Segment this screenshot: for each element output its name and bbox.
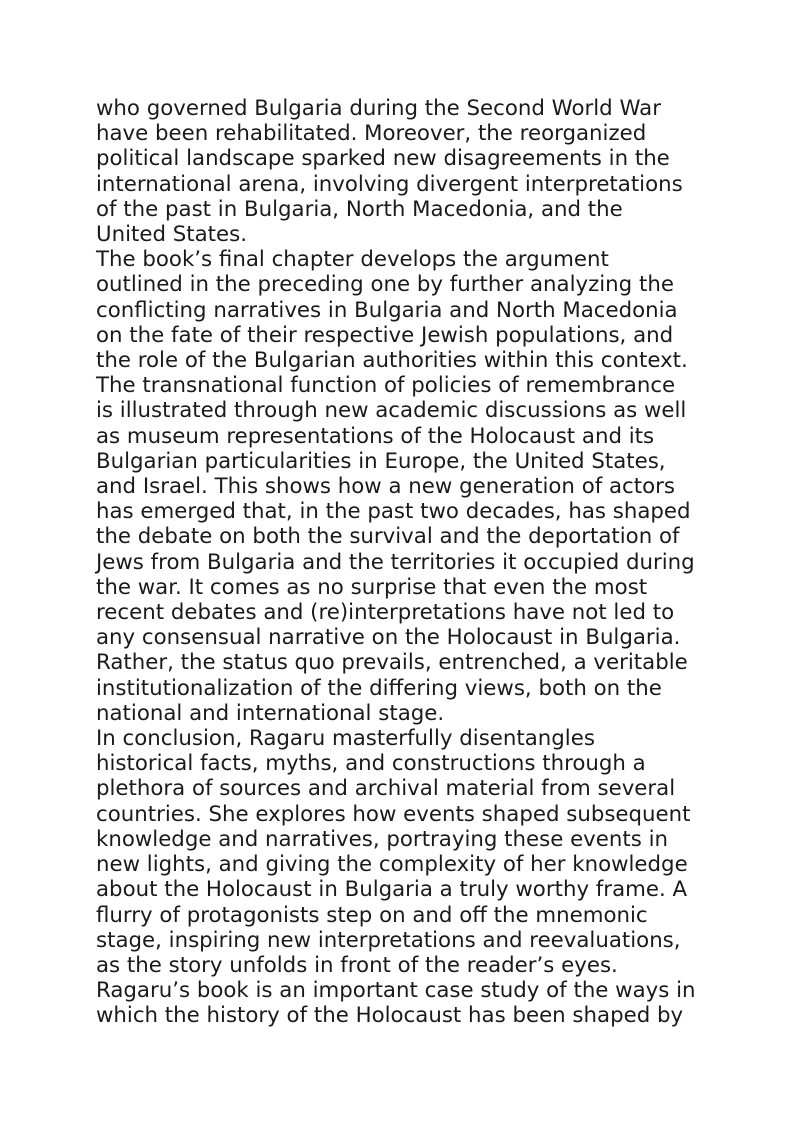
text-line: political landscape sparked new disagreements in the bbox=[96, 146, 670, 172]
text-line: countries. She explores how events shaped subsequent bbox=[96, 801, 691, 827]
text-line: any consensual narrative on the Holocaust in Bulgaria. bbox=[96, 625, 681, 651]
text-line: United States. bbox=[96, 222, 247, 248]
text-line: of the past in Bulgaria, North Macedonia, and the bbox=[96, 196, 623, 222]
text-line: flurry of protagonists step on and off the mnemonic bbox=[96, 902, 648, 928]
paragraph-1 bbox=[96, 96, 716, 247]
text-line: about the Holocaust in Bulgaria a truly worthy frame. A bbox=[96, 877, 688, 903]
text-line: knowledge and narratives, portraying these events in bbox=[96, 826, 669, 852]
text-line: as the story unfolds in front of the reader’s eyes. bbox=[96, 952, 618, 978]
text-line: the debate on both the survival and the deportation of bbox=[96, 524, 680, 550]
text-line: is illustrated through new academic discussions as well bbox=[96, 398, 687, 424]
text-line: which the history of the Holocaust has been shaped by bbox=[96, 1003, 684, 1029]
text-line: plethora of sources and archival material from several bbox=[96, 776, 676, 802]
text-line: Bulgarian particularities in Europe, the United States, bbox=[96, 448, 666, 474]
text-line: who governed Bulgaria during the Second World War bbox=[96, 96, 661, 121]
text-line: as museum representations of the Holocaust and its bbox=[96, 423, 655, 449]
paragraph-3 bbox=[96, 726, 716, 1028]
document-page bbox=[96, 96, 716, 1029]
text-line: The transnational function of policies of remembrance bbox=[96, 373, 676, 399]
text-line: In conclusion, Ragaru masterfully disentangles bbox=[96, 726, 595, 752]
text-line: recent debates and (re)interpretations have not led to bbox=[96, 600, 675, 626]
text-line: Ragaru’s book is an important case study of the ways in bbox=[96, 978, 696, 1004]
text-line: The book’s final chapter develops the argument bbox=[96, 247, 609, 273]
text-line: Jews from Bulgaria and the territories it occupied during bbox=[96, 549, 695, 575]
text-line: historical facts, myths, and constructions through a bbox=[96, 751, 646, 777]
text-line: new lights, and giving the complexity of her knowledge bbox=[96, 852, 688, 878]
text-line: and Israel. This shows how a new generation of actors bbox=[96, 474, 675, 500]
text-line: has emerged that, in the past two decades, has shaped bbox=[96, 499, 691, 525]
text-line: stage, inspiring new interpretations and reevaluations, bbox=[96, 927, 681, 953]
paragraph-2 bbox=[96, 247, 716, 726]
text-line: conflicting narratives in Bulgaria and North Macedonia bbox=[96, 297, 678, 323]
text-line: the war. It comes as no surprise that even the most bbox=[96, 574, 648, 600]
text-line: institutionalization of the differing views, both on the bbox=[96, 675, 662, 701]
text-line: have been rehabilitated. Moreover, the reorganized bbox=[96, 121, 647, 147]
text-line: the role of the Bulgarian authorities within this context. bbox=[96, 348, 688, 374]
text-line: on the fate of their respective Jewish populations, and bbox=[96, 322, 674, 348]
text-line: national and international stage. bbox=[96, 700, 445, 726]
text-line: Rather, the status quo prevails, entrenched, a veritable bbox=[96, 650, 688, 676]
text-line: international arena, involving divergent interpretations bbox=[96, 171, 683, 197]
text-line: outlined in the preceding one by further analyzing the bbox=[96, 272, 674, 298]
